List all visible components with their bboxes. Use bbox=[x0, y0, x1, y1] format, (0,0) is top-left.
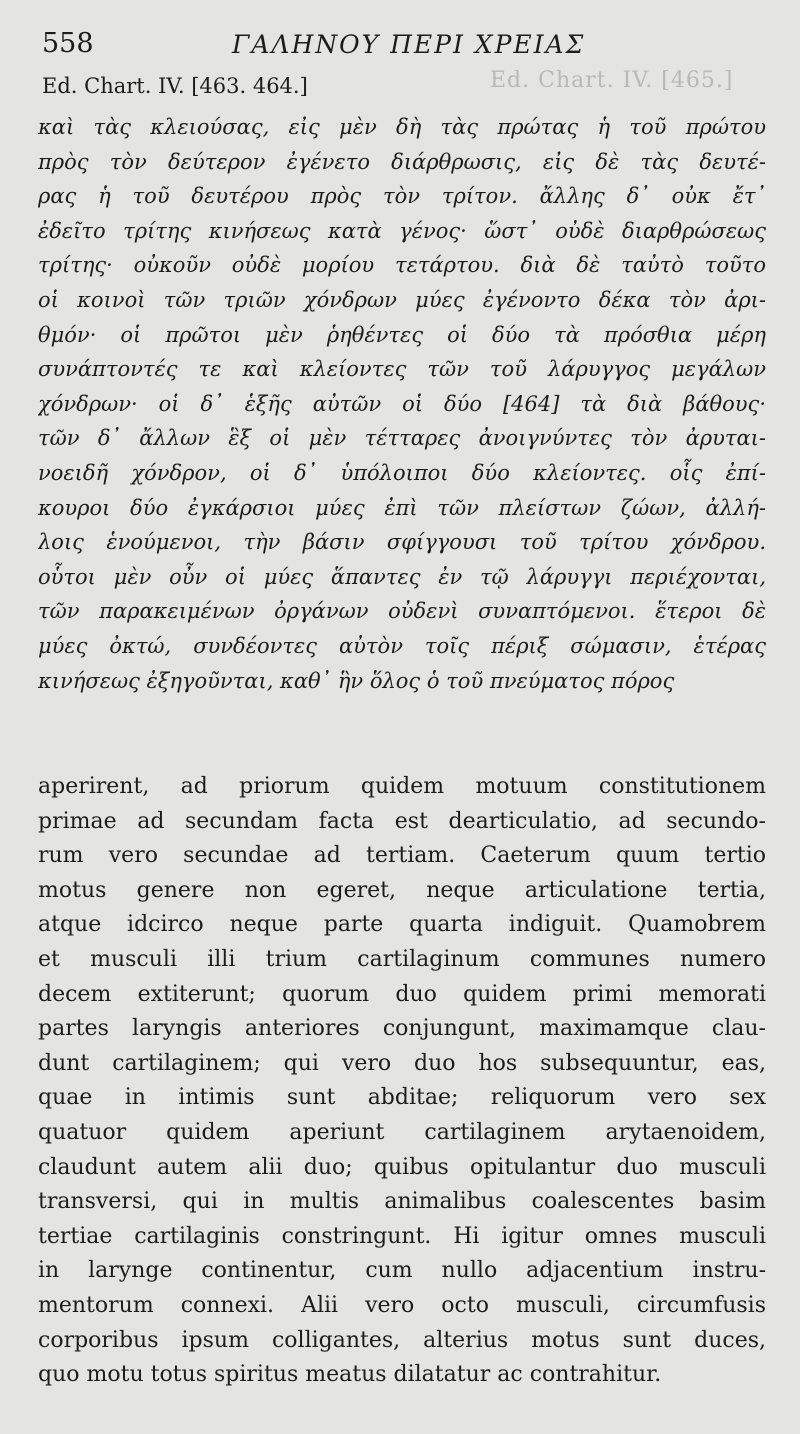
greek-text-block bbox=[38, 110, 766, 698]
latin-text-line: corporibus ipsum colligantes, alterius motus sunt duces, bbox=[38, 1327, 766, 1353]
latin-text-line: quatuor quidem aperiunt cartilaginem arytaenoidem, bbox=[38, 1119, 766, 1145]
latin-text-line: partes laryngis anteriores conjungunt, maximamque clau- bbox=[38, 1016, 766, 1042]
greek-text-line: ρας ἡ τοῦ δευτέρου πρὸς τὸν τρίτον. ἄλλης δ᾽ οὐκ ἔτ᾽ bbox=[38, 184, 766, 209]
greek-text-line: κουροι δύο ἐγκάρσιοι μύες ἐπὶ τῶν πλείστων ζώων, ἀλλή- bbox=[38, 495, 766, 520]
latin-text-line: quo motu totus spiritus meatus dilatatur ac contrahitur. bbox=[38, 1362, 662, 1388]
greek-text-line: μύες ὀκτώ, συνδέοντες αὐτὸν τοῖς πέριξ σώμασιν, ἑτέρας bbox=[38, 633, 766, 658]
greek-text-line: καὶ τὰς κλειούσας, εἰς μὲν δὴ τὰς πρώτας ἡ τοῦ πρώτου bbox=[38, 115, 766, 139]
page-number: 558 bbox=[42, 28, 94, 59]
latin-text-line: primae ad secundam facta est dearticulatio, ad secundo- bbox=[38, 808, 766, 834]
greek-text-line: οὗτοι μὲν οὖν οἱ μύες ἅπαντες ἐν τῷ λάρυγγι περιέχονται, bbox=[38, 564, 766, 589]
latin-text-line: transversi, qui in multis animalibus coalescentes basim bbox=[38, 1189, 766, 1215]
greek-text-line: ἐδεῖτο τρίτης κινήσεως κατὰ γένος· ὥστ᾽ οὐδὲ διαρθρώσεως bbox=[38, 218, 766, 243]
greek-text-line: κινήσεως ἐξηγοῦνται, καθ᾽ ἣν ὅλος ὁ τοῦ πνεύματος πόρος bbox=[38, 668, 675, 693]
latin-text-line: quae in intimis sunt abditae; reliquorum vero sex bbox=[38, 1085, 766, 1111]
latin-text-line: rum vero secundae ad tertiam. Caeterum quum tertio bbox=[38, 843, 766, 869]
greek-text-line: τῶν δ᾽ ἄλλων ἓξ οἱ μὲν τέτταρες ἀνοιγνύντες τὸν ἀρυται- bbox=[38, 426, 766, 451]
latin-text-line: decem extiterunt; quorum duo quidem primi memorati bbox=[38, 981, 766, 1007]
latin-text-line: mentorum connexi. Alii vero octo musculi, circumfusis bbox=[38, 1292, 766, 1318]
edition-reference: Ed. Chart. IV. [463. 464.] bbox=[42, 74, 308, 98]
latin-text-line: in larynge continentur, cum nullo adjacentium instru- bbox=[38, 1258, 766, 1284]
greek-text-line: πρὸς τὸν δεύτερον ἐγένετο διάρθρωσις, εἰς δὲ τὰς δευτέ- bbox=[38, 149, 766, 174]
greek-text-line: λοις ἑνούμενοι, τὴν βάσιν σφίγγουσι τοῦ τρίτου χόνδρου. bbox=[38, 530, 766, 555]
greek-text-line: θμόν· οἱ πρῶτοι μὲν ῥηθέντες οἱ δύο τὰ πρόσθια μέρη bbox=[38, 322, 766, 347]
latin-text-line: tertiae cartilaginis constringunt. Hi igitur omnes musculi bbox=[38, 1223, 766, 1249]
running-title: ΓΑΛΗΝΟΥ ΠΕΡΙ ΧΡΕΙΑΣ bbox=[232, 30, 586, 59]
latin-text-line: motus genere non egeret, neque articulatione tertia, bbox=[38, 877, 766, 903]
latin-text-line: dunt cartilaginem; qui vero duo hos subsequuntur, eas, bbox=[38, 1050, 766, 1076]
greek-text-line: οἱ κοινοὶ τῶν τριῶν χόνδρων μύες ἐγένοντο δέκα τὸν ἀρι- bbox=[38, 287, 766, 312]
latin-text-line: et musculi illi trium cartilaginum communes numero bbox=[38, 946, 766, 972]
latin-text-line: aperirent, ad priorum quidem motuum constitutionem bbox=[38, 774, 766, 799]
latin-text-block bbox=[38, 770, 766, 1393]
bleed-through-text: Ed. Chart. IV. [465.] bbox=[490, 68, 734, 93]
latin-text-line: atque idcirco neque parte quarta indiguit. Quamobrem bbox=[38, 912, 766, 938]
greek-text-line: τρίτης· οὐκοῦν οὐδὲ μορίου τετάρτου. διὰ δὲ ταὐτὸ τοῦτο bbox=[38, 253, 766, 278]
greek-text-line: τῶν παρακειμένων ὀργάνων οὐδενὶ συναπτόμενοι. ἕτεροι δὲ bbox=[38, 599, 766, 624]
greek-text-line: χόνδρων· οἱ δ᾽ ἑξῆς αὐτῶν οἱ δύο [464] τὰ διὰ βάθους· bbox=[38, 391, 766, 416]
greek-text-line: συνάπτοντές τε καὶ κλείοντες τῶν τοῦ λάρυγγος μεγάλων bbox=[38, 357, 766, 382]
latin-text-line: claudunt autem alii duo; quibus opitulantur duo musculi bbox=[38, 1154, 766, 1180]
greek-text-line: νοειδῆ χόνδρον, οἱ δ᾽ ὑπόλοιποι δύο κλείοντες. οἷς ἐπί- bbox=[38, 460, 766, 485]
